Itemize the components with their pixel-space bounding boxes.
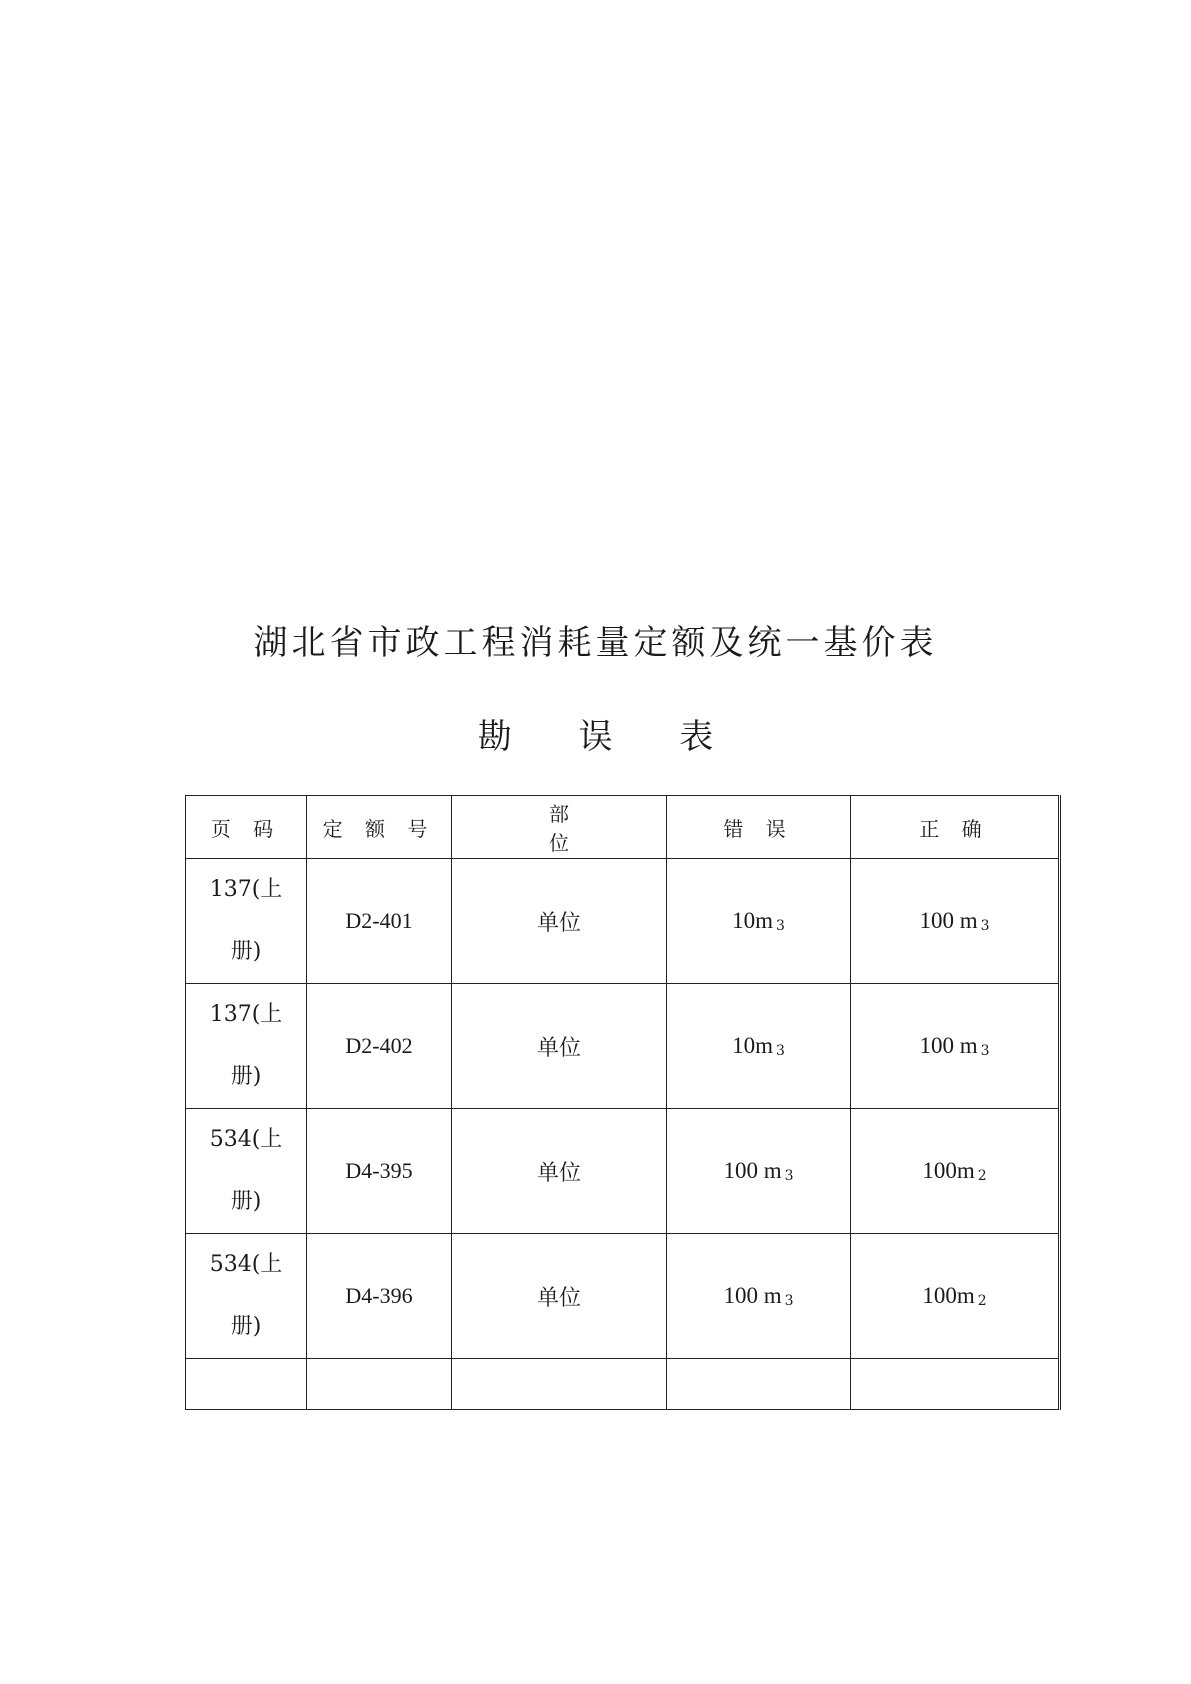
table-row bbox=[186, 1109, 1060, 1234]
empty-cell bbox=[452, 1359, 667, 1410]
part-cell: 单位 bbox=[452, 1234, 667, 1359]
page-number: 534(上 bbox=[209, 1127, 283, 1152]
table-header-row bbox=[186, 796, 1060, 859]
correct-exponent: 2 bbox=[977, 1293, 987, 1309]
header-wrong: 错 误 bbox=[667, 796, 851, 859]
table-row bbox=[186, 1234, 1060, 1359]
document-subtitle: 勘 误 表 bbox=[477, 717, 742, 757]
correct-exponent: 2 bbox=[977, 1168, 987, 1184]
page-volume: 册) bbox=[230, 1189, 262, 1214]
correct-exponent: 3 bbox=[980, 918, 990, 934]
errata-table bbox=[185, 795, 1061, 1410]
page-cell bbox=[186, 1234, 307, 1359]
empty-cell bbox=[307, 1359, 452, 1410]
page-cell bbox=[186, 984, 307, 1109]
page-volume: 册) bbox=[230, 1064, 262, 1089]
wrong-value: 10m bbox=[732, 1033, 773, 1058]
header-page: 页 码 bbox=[186, 796, 307, 859]
quota-code: D4-395 bbox=[307, 1109, 452, 1234]
table-row-empty bbox=[186, 1359, 1060, 1410]
table-row bbox=[186, 984, 1060, 1109]
wrong-cell bbox=[667, 859, 851, 984]
header-code: 定 额 号 bbox=[307, 796, 452, 859]
wrong-cell bbox=[667, 1109, 851, 1234]
correct-value: 100 m bbox=[919, 1033, 978, 1058]
correct-value: 100m bbox=[922, 1158, 975, 1183]
header-correct: 正 确 bbox=[851, 796, 1060, 859]
correct-value: 100m bbox=[922, 1283, 975, 1308]
correct-cell bbox=[851, 859, 1060, 984]
quota-code: D2-401 bbox=[307, 859, 452, 984]
wrong-exponent: 3 bbox=[775, 918, 785, 934]
part-cell: 单位 bbox=[452, 1109, 667, 1234]
quota-code: D2-402 bbox=[307, 984, 452, 1109]
correct-value: 100 m bbox=[919, 908, 978, 933]
table-row bbox=[186, 859, 1060, 984]
document-title: 湖北省市政工程消耗量定额及统一基价表 bbox=[253, 623, 938, 663]
wrong-value: 10m bbox=[732, 908, 773, 933]
empty-cell bbox=[186, 1359, 307, 1410]
header-part: 部 位 bbox=[452, 796, 667, 859]
wrong-cell bbox=[667, 1234, 851, 1359]
correct-cell bbox=[851, 984, 1060, 1109]
page-volume: 册) bbox=[230, 939, 262, 964]
page-volume: 册) bbox=[230, 1314, 262, 1339]
part-cell: 单位 bbox=[452, 859, 667, 984]
empty-cell bbox=[851, 1359, 1060, 1410]
quota-code: D4-396 bbox=[307, 1234, 452, 1359]
page-number: 534(上 bbox=[209, 1252, 283, 1277]
correct-cell bbox=[851, 1109, 1060, 1234]
wrong-cell bbox=[667, 984, 851, 1109]
page-cell bbox=[186, 1109, 307, 1234]
page-number: 137(上 bbox=[209, 1002, 283, 1027]
wrong-exponent: 3 bbox=[775, 1043, 785, 1059]
wrong-value: 100 m bbox=[723, 1283, 782, 1308]
correct-exponent: 3 bbox=[980, 1043, 990, 1059]
wrong-exponent: 3 bbox=[784, 1168, 794, 1184]
wrong-value: 100 m bbox=[723, 1158, 782, 1183]
part-cell: 单位 bbox=[452, 984, 667, 1109]
empty-cell bbox=[667, 1359, 851, 1410]
page-number: 137(上 bbox=[209, 877, 283, 902]
correct-cell bbox=[851, 1234, 1060, 1359]
wrong-exponent: 3 bbox=[784, 1293, 794, 1309]
page-cell bbox=[186, 859, 307, 984]
